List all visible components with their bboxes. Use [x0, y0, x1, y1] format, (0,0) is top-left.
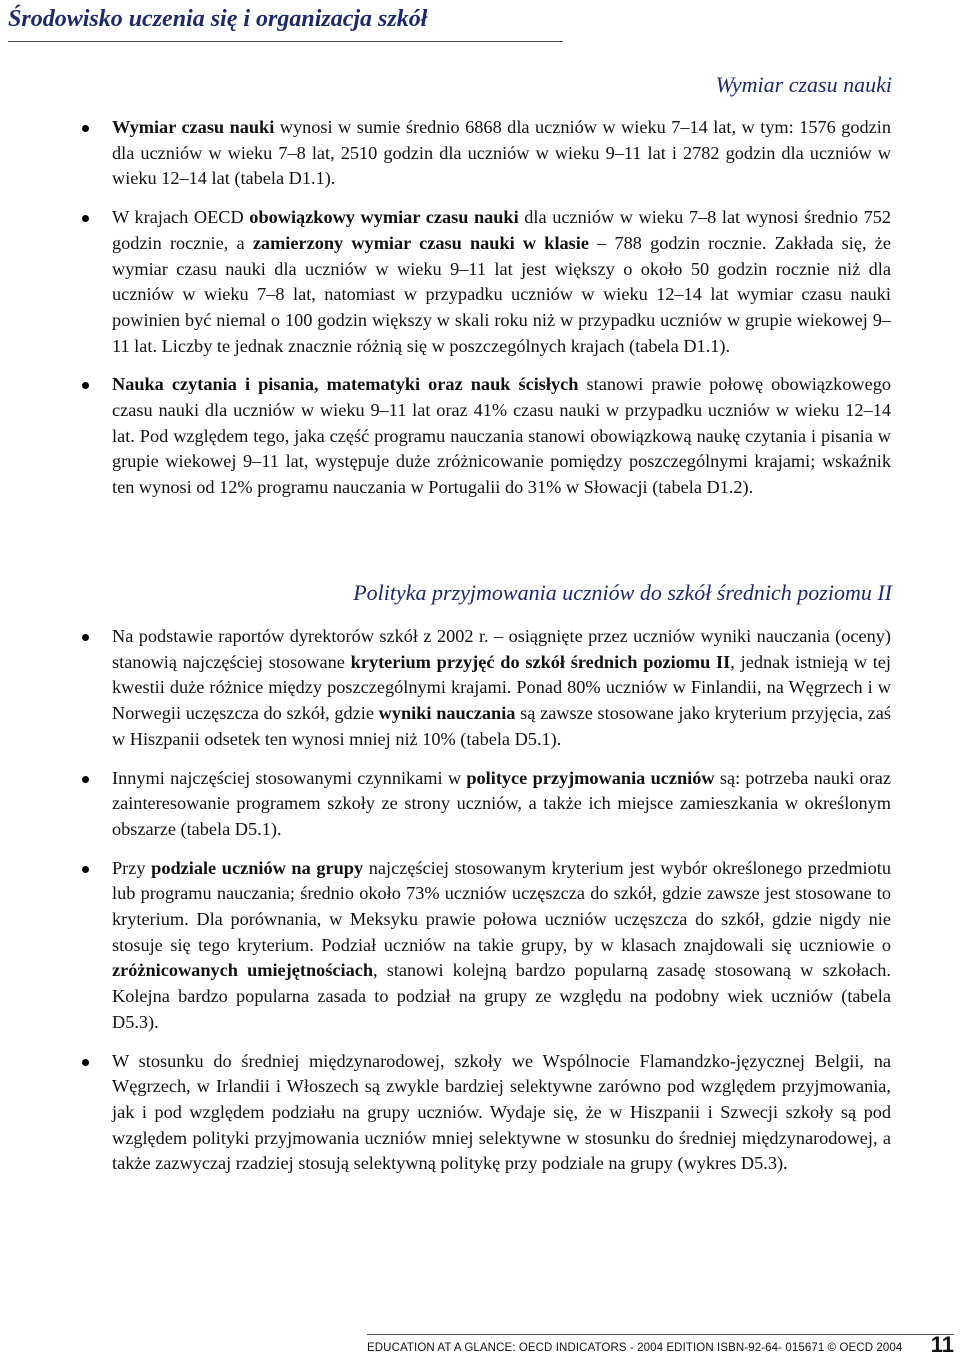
bullet-icon	[82, 382, 89, 389]
section-heading-instruction-time: Wymiar czasu nauki	[715, 72, 892, 97]
list-item: Na podstawie raportów dyrektorów szkół z 2002 r. – osiągnięte przez uczniów wyniki nauczania (oceny) stanowią najczęściej stosowane kryterium przyjęć do szkół średnich poziomu II, jednak istnieją w tej kwestii duże różnice między poszczególnymi krajami. Ponad 80% uczniów w Finlandii, na Węgrzech i w Norwegii uczęszcza do szkół, gdzie wyniki nauczania są zawsze stosowane jako kryterium przyjęcia, zaś w Hiszpanii odsetek ten wynosi mniej niż 10% (tabela D5.1).	[112, 624, 891, 753]
bullet-icon	[82, 866, 89, 873]
bullet-icon	[82, 776, 89, 783]
section-heading-admission-policy: Polityka przyjmowania uczniów do szkół średnich poziomu II	[353, 580, 892, 605]
list-item: Przy podziale uczniów na grupy najczęściej stosowanym kryterium jest wybór określonego przedmiotu lub programu nauczania; średnio około 73% uczniów uczęszcza do szkół, gdzie zawsze jest stosowane to kryterium. Dla porównania, w Meksyku prawie połowa uczniów uczęszcza do szkół, gdzie nigdy nie stosuje się tego kryterium. Podział uczniów na takie grupy, by w klasach znajdowali się uczniowie o zróżnicowanych umiejętnościach, stanowi kolejną bardzo popularną zasadę stosowaną w szkołach. Kolejna bardzo popularna zasada to podział na grupy ze względu na podobny wiek uczniów (tabela D5.3).	[112, 856, 891, 1036]
bullet-icon	[82, 634, 89, 641]
list-item: Nauka czytania i pisania, matematyki oraz nauk ścisłych stanowi prawie połowę obowiązkowego czasu nauki dla uczniów w wieku 9–11 lat oraz 41% czasu nauki w przypadku uczniów w wieku 12–14 lat. Pod względem tego, jaka część programu nauczania stanowi obowiązkową naukę czytania i pisania w grupie wiekowej 9–11 lat, występuje duże zróżnicowanie pomiędzy poszczególnymi krajami; wskaźnik ten wynosi od 12% programu nauczania w Portugalii do 31% w Słowacji (tabela D1.2).	[112, 372, 891, 501]
bullet-icon	[82, 1059, 89, 1066]
running-header-title: Środowisko uczenia się i organizacja szkół	[8, 6, 563, 42]
admission-policy-list	[0, 624, 960, 1177]
bullet-icon	[82, 125, 89, 132]
list-item: W krajach OECD obowiązkowy wymiar czasu nauki dla uczniów w wieku 7–8 lat wynosi średnio 752 godzin rocznie, a zamierzony wymiar czasu nauki w klasie – 788 godzin rocznie. Zakłada się, że wymiar czasu nauki dla uczniów w wieku 9–11 lat jest większy o około 50 godzin rocznie niż dla uczniów w wieku 7–8 lat, natomiast w przypadku uczniów w wieku 12–14 lat wymiar czasu nauki powinien być niemal o 100 godzin większy w skali roku niż w przypadku uczniów w grupie wiekowej 9–11 lat. Liczby te jednak znacznie różnią się w poszczególnych krajach (tabela D1.1).	[112, 205, 891, 359]
footer-divider	[367, 1334, 954, 1335]
list-item: Wymiar czasu nauki wynosi w sumie średnio 6868 dla uczniów w wieku 7–14 lat, w tym: 1576 godzin dla uczniów w wieku 7–8 lat, 2510 godzin dla uczniów w wieku 9–11 lat i 2782 godzin dla uczniów w wieku 12–14 lat (tabela D1.1).	[112, 115, 891, 192]
page-number: 11	[930, 1332, 954, 1357]
footer-publication-info: EDUCATION AT A GLANCE: OECD INDICATORS - 2004 EDITION ISBN-92-64- 015671 © OECD 2004	[367, 1342, 903, 1354]
list-item: Innymi najczęściej stosowanymi czynnikami w polityce przyjmowania uczniów są: potrzeba nauki oraz zainteresowanie programem szkoły ze strony uczniów, a także ich miejsce zamieszkania w określonym obszarze (tabela D5.1).	[112, 766, 891, 843]
list-item: W stosunku do średniej międzynarodowej, szkoły we Wspólnocie Flamandzko-języcznej Belgii, na Węgrzech, w Irlandii i Włoszech są zwykle bardziej selektywne zarówno pod względem przyjmowania, jak i pod względem podziału na grupy uczniów. Wydaje się, że w Hiszpanii i Szwecji szkoły są pod względem polityki przyjmowania uczniów mniej selektywne w stosunku do średniej międzynarodowej, a także zazwyczaj rzadziej stosują selektywną politykę przy podziale na grupy (wykres D5.3).	[112, 1049, 891, 1178]
page-footer	[367, 1334, 960, 1358]
bullet-icon	[82, 215, 89, 222]
instruction-time-list	[0, 115, 960, 501]
